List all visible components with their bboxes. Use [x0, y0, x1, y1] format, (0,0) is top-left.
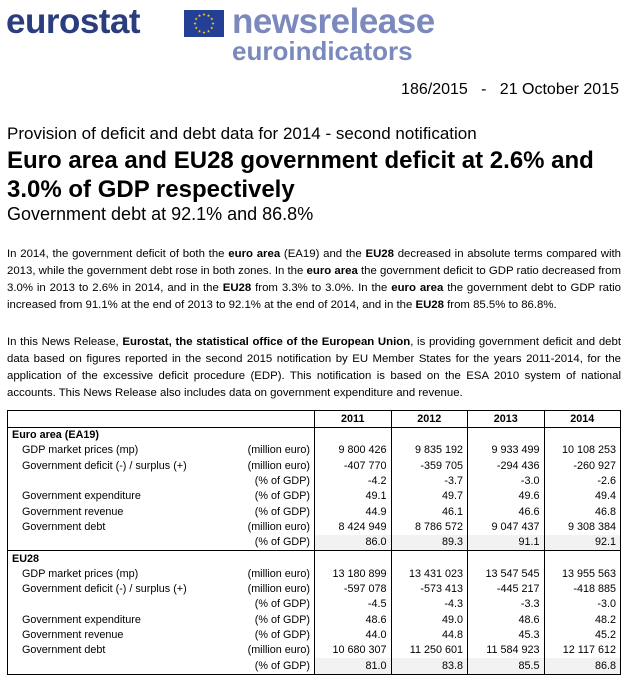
- value-cell: [468, 551, 545, 567]
- release-separator: -: [481, 81, 487, 98]
- value-cell: 11 250 601: [391, 643, 468, 658]
- value-cell: [468, 428, 545, 444]
- row-unit: (million euro): [247, 567, 310, 580]
- value-cell: -4.3: [391, 597, 468, 612]
- flag-star: [198, 30, 201, 33]
- row-unit: (million euro): [247, 644, 310, 657]
- value-cell: 45.3: [468, 628, 545, 643]
- value-cell: -260 927: [544, 459, 621, 474]
- flag-star: [210, 26, 213, 29]
- value-cell: 91.1: [468, 535, 545, 551]
- value-cell: 49.0: [391, 613, 468, 628]
- row-label: [8, 658, 225, 674]
- table-row: [8, 643, 621, 658]
- row-unit: (million euro): [247, 459, 310, 472]
- row-unit: (% of GDP): [254, 475, 310, 488]
- value-cell: -4.5: [315, 597, 392, 612]
- value-cell: 48.6: [315, 613, 392, 628]
- value-cell: 48.2: [544, 613, 621, 628]
- value-cell: 49.7: [391, 489, 468, 504]
- deficit-debt-table: [7, 410, 621, 675]
- value-cell: 9 835 192: [391, 443, 468, 458]
- value-cell: [391, 428, 468, 444]
- release-number: 186/2015: [401, 81, 468, 98]
- value-cell: -2.6: [544, 474, 621, 489]
- value-cell: 44.0: [315, 628, 392, 643]
- row-label: Government revenue: [8, 504, 225, 519]
- value-cell: 49.1: [315, 489, 392, 504]
- value-cell: 89.3: [391, 535, 468, 551]
- paragraph-text: from 85.5% to 86.8%.: [443, 299, 557, 311]
- flag-star: [195, 17, 198, 20]
- logo-euroindicators-text: euroindicators: [232, 36, 413, 66]
- value-cell: 10 680 307: [315, 643, 392, 658]
- row-unit: (% of GDP): [254, 505, 310, 518]
- emphasis-text: euro area: [306, 265, 358, 277]
- value-cell: 9 800 426: [315, 443, 392, 458]
- row-unit: (% of GDP): [254, 598, 310, 611]
- table-row: [8, 613, 621, 628]
- header-blank-unit: [224, 411, 315, 428]
- row-label: Government expenditure: [8, 613, 225, 628]
- value-cell: 44.8: [391, 628, 468, 643]
- value-cell: 86.8: [544, 658, 621, 674]
- value-cell: 81.0: [315, 658, 392, 674]
- flag-star: [193, 22, 196, 25]
- logo-eurostat-text: eurostat: [6, 2, 141, 41]
- value-cell: 9 308 384: [544, 520, 621, 535]
- value-cell: -3.0: [468, 474, 545, 489]
- table-row: [8, 443, 621, 458]
- value-cell: [315, 551, 392, 567]
- value-cell: [544, 428, 621, 444]
- value-cell: 45.2: [544, 628, 621, 643]
- value-cell: 12 117 612: [544, 643, 621, 658]
- table-row: [8, 489, 621, 504]
- row-label: Government expenditure: [8, 489, 225, 504]
- value-cell: 83.8: [391, 658, 468, 674]
- paragraph-text: from 3.3% to 3.0%. In the: [251, 282, 392, 294]
- value-cell: 49.6: [468, 489, 545, 504]
- flag-star: [202, 31, 205, 34]
- section-header-row: [8, 428, 621, 444]
- year-header: 2011: [315, 411, 392, 428]
- value-cell: -4.2: [315, 474, 392, 489]
- value-cell: 9 933 499: [468, 443, 545, 458]
- section-header-row: [8, 551, 621, 567]
- paragraph-text: , is providing government deficit and debt data based on figures reported in the second 2015 notification by EU Member States for the years 2011-2014, for the application of the excessive deficit procedure (EDP). This notification is based on the ESA 2010 system of national accounts. This News Release also includes data on government expenditure and revenue.: [7, 336, 621, 399]
- intro-paragraph: [7, 246, 621, 314]
- table-row: [8, 504, 621, 519]
- row-unit: (% of GDP): [254, 490, 310, 503]
- release-reference: [401, 81, 619, 99]
- row-label: [8, 535, 225, 551]
- value-cell: -3.7: [391, 474, 468, 489]
- value-cell: 13 431 023: [391, 567, 468, 582]
- unit-cell: [224, 428, 315, 444]
- value-cell: 13 180 899: [315, 567, 392, 582]
- paragraph-text: the government deficit to GDP ratio decreased from 3.0% in 2013 to 2.6% in 2014, and in the: [7, 265, 621, 294]
- emphasis-text: EU28: [415, 299, 444, 311]
- table-row: [8, 567, 621, 582]
- row-label: GDP market prices (mp): [8, 443, 225, 458]
- value-cell: [391, 551, 468, 567]
- release-date: 21 October 2015: [499, 81, 619, 98]
- table-row: [8, 628, 621, 643]
- row-label: GDP market prices (mp): [8, 567, 225, 582]
- unit-cell: [224, 551, 315, 567]
- value-cell: 44.9: [315, 504, 392, 519]
- emphasis-text: euro area: [391, 282, 444, 294]
- value-cell: -359 705: [391, 459, 468, 474]
- provision-title: Provision of deficit and debt data for 2014 - second notification: [7, 124, 477, 143]
- subheadline: Government debt at 92.1% and 86.8%: [7, 204, 314, 224]
- value-cell: 48.6: [468, 613, 545, 628]
- row-unit: (% of GDP): [254, 613, 310, 626]
- row-label: Government deficit (-) / surplus (+): [8, 459, 225, 474]
- value-cell: -445 217: [468, 582, 545, 597]
- section-title: Euro area (EA19): [8, 428, 225, 444]
- value-cell: 92.1: [544, 535, 621, 551]
- flag-star: [195, 26, 198, 29]
- flag-star: [210, 17, 213, 20]
- flag-star: [198, 14, 201, 17]
- value-cell: -418 885: [544, 582, 621, 597]
- table-header-row: [8, 411, 621, 428]
- logo-newsrelease-text: newsrelease: [232, 2, 435, 41]
- value-cell: 13 955 563: [544, 567, 621, 582]
- value-cell: -573 413: [391, 582, 468, 597]
- value-cell: 8 424 949: [315, 520, 392, 535]
- flag-star: [202, 13, 205, 16]
- value-cell: -3.3: [468, 597, 545, 612]
- table-row: [8, 658, 621, 674]
- table-row: [8, 582, 621, 597]
- header-blank: [8, 411, 225, 428]
- value-cell: 10 108 253: [544, 443, 621, 458]
- flag-star: [207, 14, 210, 17]
- section-title: EU28: [8, 551, 225, 567]
- table-row: [8, 535, 621, 551]
- value-cell: 85.5: [468, 658, 545, 674]
- value-cell: -597 078: [315, 582, 392, 597]
- value-cell: 11 584 923: [468, 643, 545, 658]
- value-cell: 86.0: [315, 535, 392, 551]
- year-header: 2012: [391, 411, 468, 428]
- row-label: Government debt: [8, 520, 225, 535]
- emphasis-text: EU28: [222, 282, 252, 294]
- paragraph-text: In 2014, the government deficit of both the: [7, 248, 229, 260]
- table-row: [8, 520, 621, 535]
- row-label: Government deficit (-) / surplus (+): [8, 582, 225, 597]
- row-unit: (million euro): [247, 444, 310, 457]
- paragraph-text: decreased in absolute terms compared with 2013, while the government debt rose in both zones. In the: [7, 248, 621, 277]
- flag-star: [211, 22, 214, 25]
- row-unit: (million euro): [247, 583, 310, 596]
- row-unit: (% of GDP): [254, 629, 310, 641]
- table-row: [8, 474, 621, 489]
- row-label: [8, 597, 225, 612]
- value-cell: 49.4: [544, 489, 621, 504]
- value-cell: 46.6: [468, 504, 545, 519]
- paragraph-text: the government debt to GDP ratio increased from 91.1% at the end of 2013 to 92.1% at the end of 2014, and in the: [7, 282, 622, 311]
- value-cell: [544, 551, 621, 567]
- table-row: [8, 459, 621, 474]
- emphasis-text: euro area: [228, 248, 281, 260]
- value-cell: 9 047 437: [468, 520, 545, 535]
- headline: Euro area and EU28 government deficit at 2.6% and 3.0% of GDP respectively: [7, 147, 594, 203]
- flag-star: [207, 30, 210, 33]
- row-unit: (million euro): [247, 520, 310, 533]
- table-row: [8, 597, 621, 612]
- value-cell: 46.8: [544, 504, 621, 519]
- year-header: 2014: [544, 411, 621, 428]
- row-label: [8, 474, 225, 489]
- value-cell: 46.1: [391, 504, 468, 519]
- row-label: Government revenue: [8, 628, 225, 643]
- paragraph-text: In this News Release,: [7, 336, 123, 348]
- year-header: 2013: [468, 411, 545, 428]
- value-cell: -407 770: [315, 459, 392, 474]
- value-cell: 13 547 545: [468, 567, 545, 582]
- row-unit: (% of GDP): [224, 658, 315, 674]
- row-unit: (% of GDP): [224, 535, 315, 551]
- value-cell: -3.0: [544, 597, 621, 612]
- eu-flag-icon: [184, 10, 224, 37]
- value-cell: 8 786 572: [391, 520, 468, 535]
- row-label: Government debt: [8, 643, 225, 658]
- paragraph-text: (EA19) and the: [280, 248, 366, 260]
- value-cell: [315, 428, 392, 444]
- emphasis-text: EU28: [365, 248, 394, 260]
- context-paragraph: [7, 334, 621, 402]
- emphasis-text: Eurostat, the statistical office of the European Union: [122, 336, 411, 348]
- value-cell: -294 436: [468, 459, 545, 474]
